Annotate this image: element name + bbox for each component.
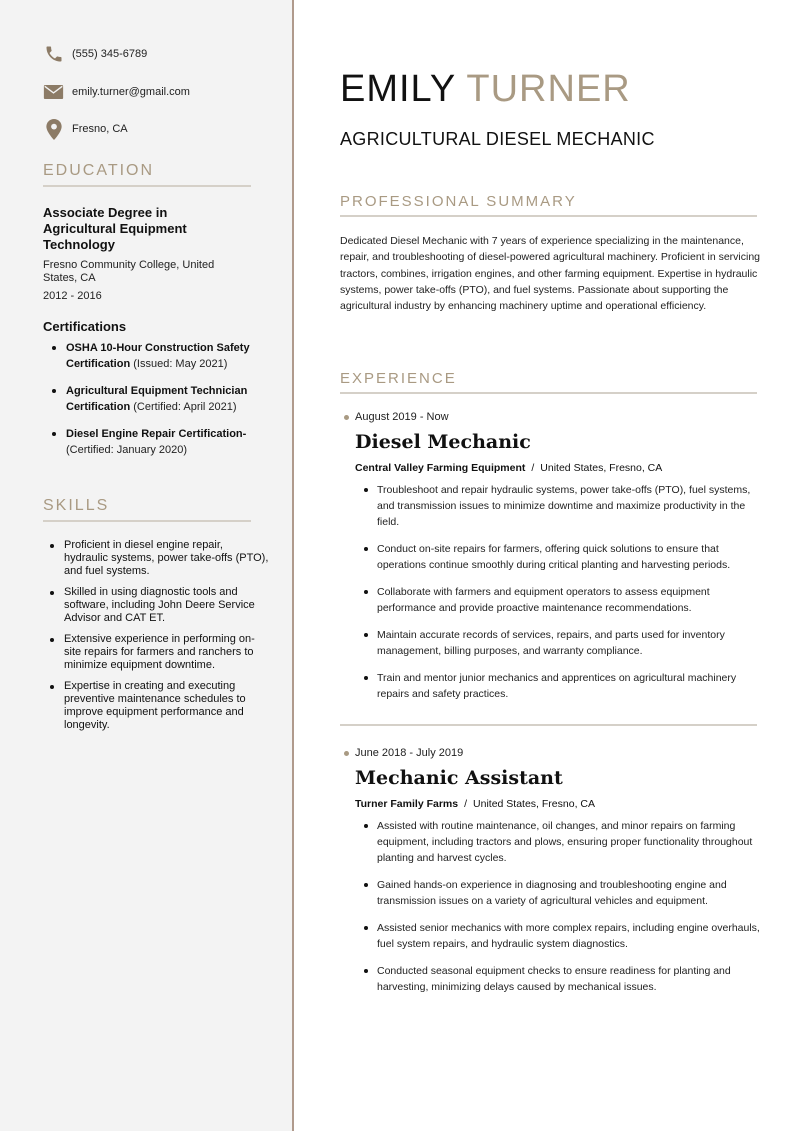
job-bullet: Troubleshoot and repair hydraulic systems, power take-offs (PTO), fuel systems, and transmission issues to minimize downtime and maximize productivity in the field. bbox=[364, 482, 769, 530]
job-company: Turner Family Farms bbox=[355, 798, 459, 810]
certification-name: Agricultural Equipment Technician Certification bbox=[66, 385, 248, 413]
job-bullets bbox=[364, 482, 769, 713]
certifications-list bbox=[52, 340, 272, 469]
location-text: Fresno, CA bbox=[72, 123, 128, 135]
contact-location bbox=[43, 118, 128, 140]
job-dates bbox=[344, 747, 463, 759]
job-bullet: Conduct on-site repairs for farmers, offering quick solutions to ensure that operations continue smoothly during critical planting and harvesting periods. bbox=[364, 541, 769, 573]
skills-heading: SKILLS bbox=[43, 497, 251, 522]
location-pin-icon bbox=[43, 119, 64, 140]
last-name: TURNER bbox=[466, 68, 631, 110]
education-degree: Associate Degree in Agricultural Equipment Technology bbox=[43, 205, 187, 252]
contact-email bbox=[43, 81, 190, 103]
job-bullet: Train and mentor junior mechanics and apprentices on agricultural machinery repairs and safety practices. bbox=[364, 670, 769, 702]
job-separator: / bbox=[531, 462, 535, 474]
candidate-name bbox=[340, 68, 631, 111]
contact-phone bbox=[43, 43, 147, 65]
first-name: EMILY bbox=[340, 68, 456, 110]
skill-item: Skilled in using diagnostic tools and software, including John Deere Service Advisor and CAT ET. bbox=[50, 586, 270, 625]
job-bullet: Collaborate with farmers and equipment operators to assess equipment performance and provide proactive maintenance recommendations. bbox=[364, 584, 769, 616]
job-bullet: Maintain accurate records of services, repairs, and parts used for inventory management, billing purposes, and warranty compliance. bbox=[364, 627, 769, 659]
job-bullet: Assisted senior mechanics with more complex repairs, including engine overhauls, fuel system repairs, and hydraulic system diagnostics. bbox=[364, 920, 769, 952]
certification-item bbox=[52, 340, 272, 372]
skills-list bbox=[50, 539, 270, 740]
email-text: emily.turner@gmail.com bbox=[72, 86, 190, 98]
certification-item bbox=[52, 426, 272, 458]
certification-name: OSHA 10-Hour Construction Safety Certification bbox=[66, 342, 250, 370]
job-divider bbox=[340, 724, 757, 726]
envelope-icon bbox=[43, 82, 64, 103]
job-dates-text: June 2018 - July 2019 bbox=[355, 747, 464, 759]
job-title: Mechanic Assistant bbox=[355, 767, 563, 789]
timeline-dot bbox=[344, 751, 349, 756]
job-title: Diesel Mechanic bbox=[355, 431, 531, 453]
job-location: United States, Fresno, CA bbox=[540, 462, 663, 474]
candidate-title: AGRICULTURAL DIESEL MECHANIC bbox=[340, 129, 655, 149]
certification-detail: (Issued: May 2021) bbox=[130, 358, 228, 370]
job-bullet: Conducted seasonal equipment checks to ensure readiness for planting and harvesting, minimizing delays caused by mechanical issues. bbox=[364, 963, 769, 995]
phone-text: (555) 345-6789 bbox=[72, 48, 148, 60]
certification-name: Diesel Engine Repair Certification- bbox=[66, 428, 247, 440]
job-company: Central Valley Farming Equipment bbox=[355, 462, 526, 474]
certification-item bbox=[52, 383, 272, 415]
skill-item: Extensive experience in performing on-site repairs for farmers and ranchers to minimize equipment downtime. bbox=[50, 633, 270, 672]
job-bullet: Gained hands-on experience in diagnosing and troubleshooting engine and transmission issues on a variety of agricultural vehicles and equipment. bbox=[364, 877, 769, 909]
timeline-dot bbox=[344, 415, 349, 420]
certification-detail: (Certified: January 2020) bbox=[66, 444, 188, 456]
main-content bbox=[296, 0, 800, 1131]
skill-item: Proficient in diesel engine repair, hydraulic systems, power take-offs (PTO), and fuel systems. bbox=[50, 539, 270, 578]
job-bullet: Assisted with routine maintenance, oil changes, and minor repairs on farming equipment, including tractors and plows, ensuring proper functionality throughout planting and harvest cycles. bbox=[364, 818, 769, 866]
certifications-heading: Certifications bbox=[43, 319, 127, 334]
education-dates: 2012 - 2016 bbox=[43, 290, 102, 302]
education-heading: EDUCATION bbox=[43, 162, 251, 187]
job-bullets bbox=[364, 818, 769, 1006]
phone-icon bbox=[43, 44, 64, 65]
skill-item: Expertise in creating and executing preventive maintenance schedules to improve equipment performance and longevity. bbox=[50, 680, 270, 732]
job-location: United States, Fresno, CA bbox=[473, 798, 595, 810]
experience-heading: EXPERIENCE bbox=[340, 370, 757, 394]
sidebar bbox=[0, 0, 294, 1131]
job-company-line bbox=[355, 798, 595, 810]
job-dates bbox=[344, 411, 449, 423]
job-dates-text: August 2019 - Now bbox=[355, 411, 449, 423]
job-company-line bbox=[355, 462, 662, 474]
education-school: Fresno Community College, United States, CA bbox=[43, 259, 215, 284]
summary-text: Dedicated Diesel Mechanic with 7 years of experience specializing in the maintenance, repair, and troubleshooting of diesel-powered agricultural machinery. Proficient in servicing tractors, combines, irrigation engines, and other farming equipment. Expertise in hydraulic systems, power take-offs (PTO), and fuel systems. Passionate about supporting the agricultural industry by enhancing machinery uptime and operational efficiency. bbox=[340, 235, 761, 313]
summary-heading: PROFESSIONAL SUMMARY bbox=[340, 193, 757, 217]
certification-detail: (Certified: April 2021) bbox=[130, 401, 237, 413]
job-separator: / bbox=[464, 798, 468, 810]
